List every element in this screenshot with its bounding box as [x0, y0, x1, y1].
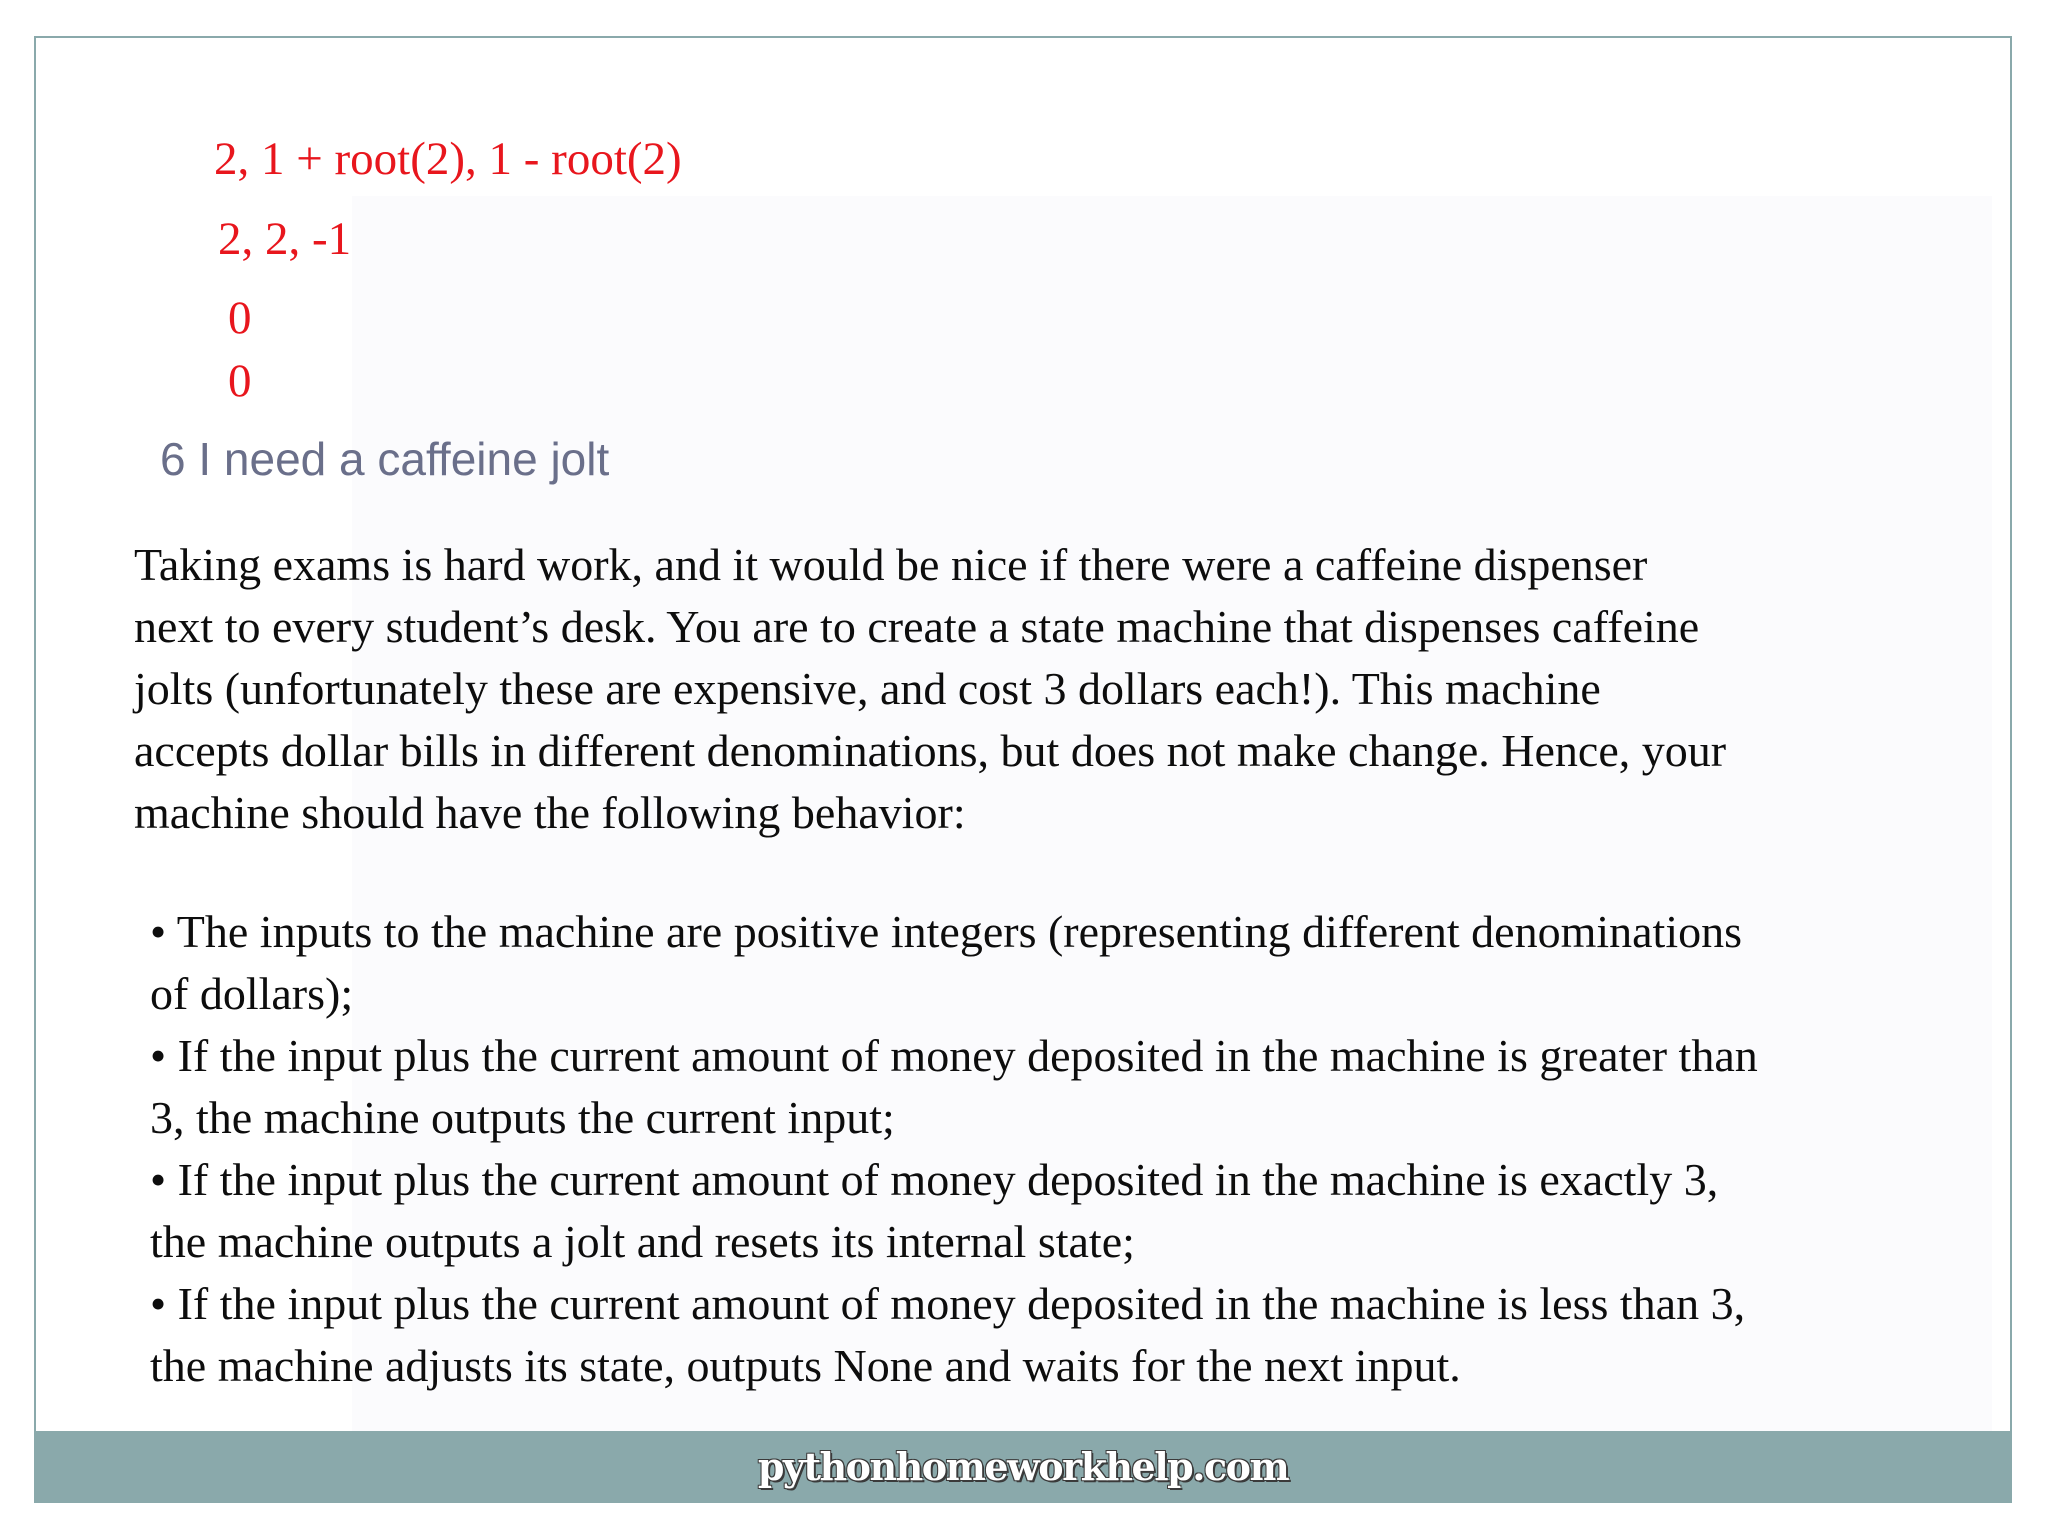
- answer-line: 0: [228, 292, 252, 344]
- bullet-line: the machine outputs a jolt and resets its internal state;: [150, 1216, 1135, 1267]
- intro-line: Taking exams is hard work, and it would be nice if there were a caffeine dispenser: [134, 539, 1648, 590]
- answer-line: 2, 1 + root(2), 1 - root(2): [214, 133, 682, 185]
- answer-line: 2, 2, -1: [218, 213, 352, 265]
- bullet-line: • The inputs to the machine are positive integers (representing different denominations: [150, 906, 1743, 957]
- intro-line: machine should have the following behavior:: [134, 787, 966, 838]
- bullet-line: 3, the machine outputs the current input;: [150, 1092, 895, 1143]
- footer-bar: [36, 1431, 2010, 1501]
- section-heading: 6 I need a caffeine jolt: [160, 433, 610, 485]
- intro-line: jolts (unfortunately these are expensive, and cost 3 dollars each!). This machine: [134, 663, 1601, 714]
- intro-line: accepts dollar bills in different denominations, but does not make change. Hence, your: [134, 725, 1727, 776]
- bullet-line: of dollars);: [150, 968, 354, 1019]
- behavior-bullet-list: [150, 901, 1990, 1397]
- footer-site-name: pythonhomeworkhelp.com: [757, 1443, 1289, 1489]
- bullet-line: • If the input plus the current amount of money deposited in the machine is exactly 3,: [150, 1154, 1719, 1205]
- answer-line: 0: [228, 355, 252, 407]
- bullet-line: • If the input plus the current amount of money deposited in the machine is less than 3,: [150, 1278, 1746, 1329]
- intro-paragraph: [134, 534, 1974, 844]
- intro-line: next to every student’s desk. You are to create a state machine that dispenses caffeine: [134, 601, 1700, 652]
- bullet-line: the machine adjusts its state, outputs None and waits for the next input.: [150, 1340, 1461, 1391]
- slide: [34, 36, 2012, 1503]
- bullet-line: • If the input plus the current amount of money deposited in the machine is greater than: [150, 1030, 1758, 1081]
